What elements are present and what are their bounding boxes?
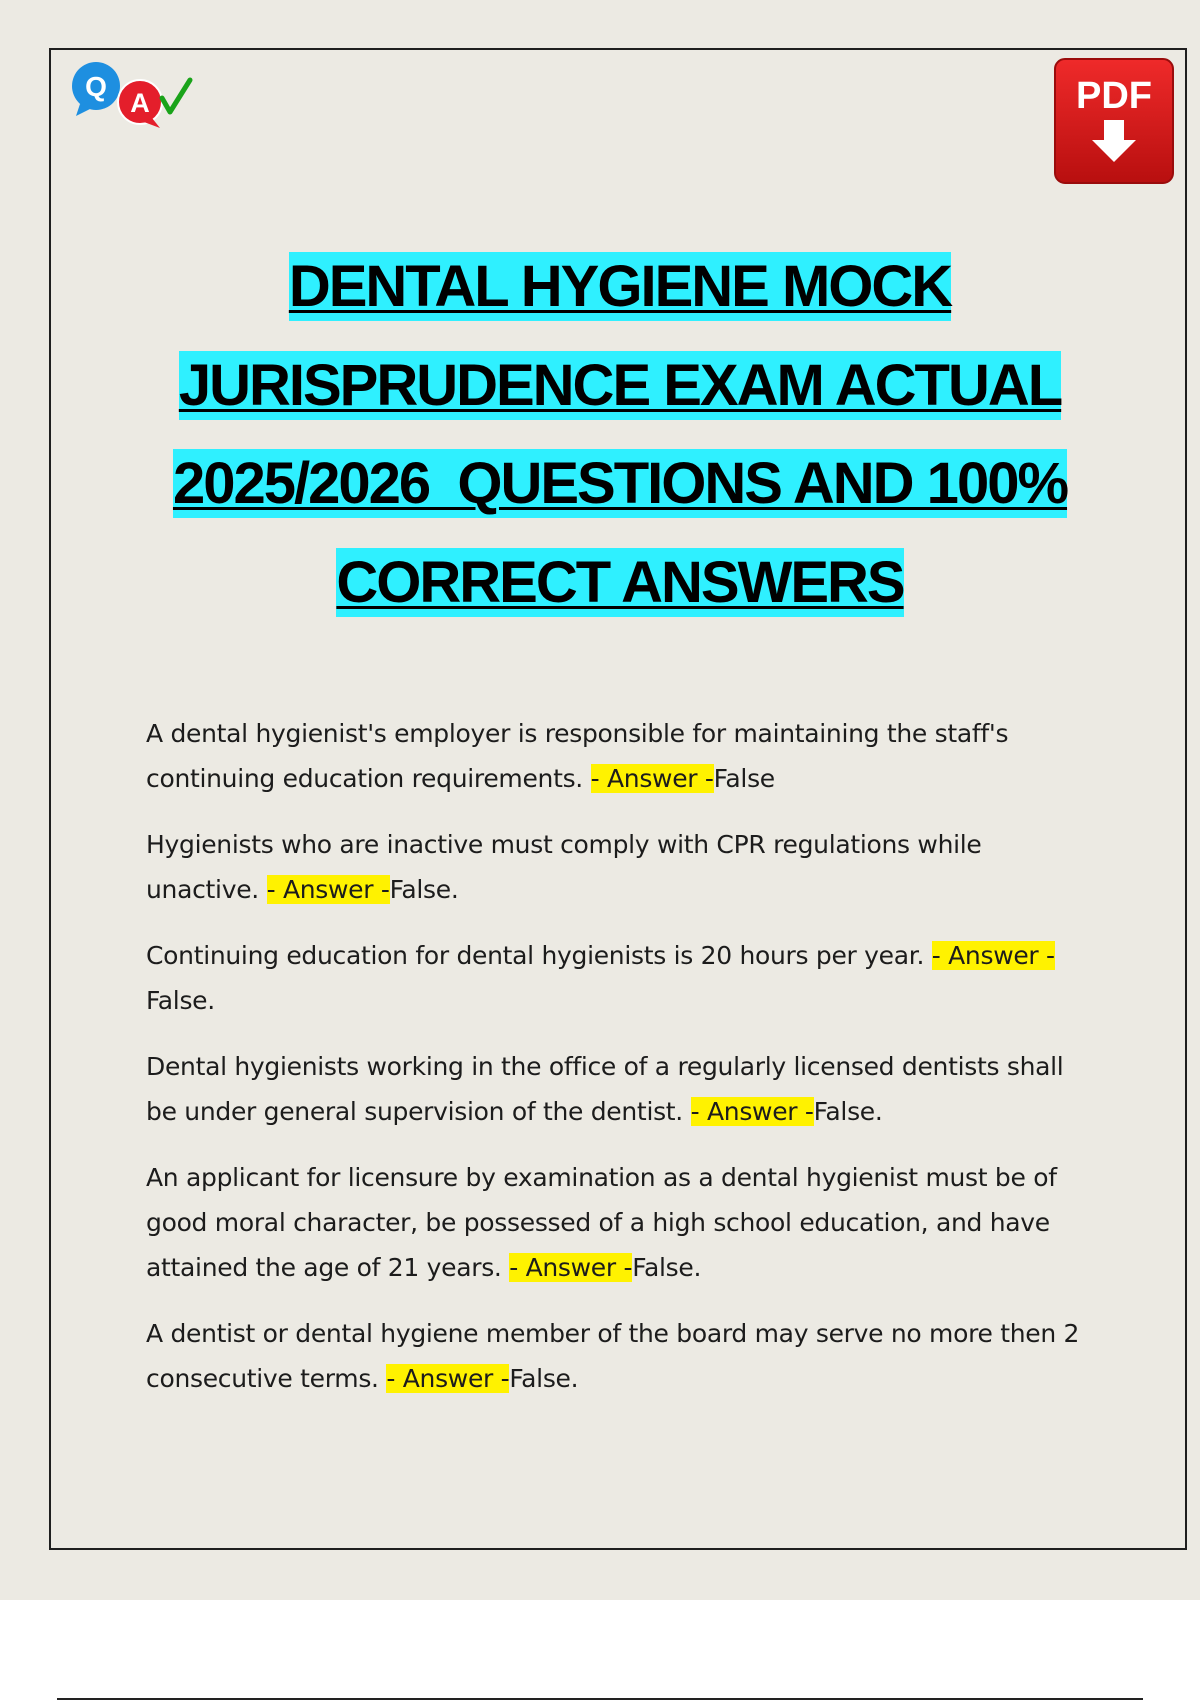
- a-bubble-icon: [118, 80, 162, 128]
- pdf-label: PDF: [1076, 75, 1152, 117]
- question-text: Continuing education for dental hygienists is 20 hours per year.: [146, 941, 932, 970]
- qa-item: [146, 1311, 1096, 1401]
- answer-marker: - Answer -: [266, 875, 390, 904]
- qa-item: [146, 933, 1096, 1023]
- qa-item: [146, 822, 1096, 912]
- answer-marker: - Answer -: [590, 764, 714, 793]
- pdf-download-icon[interactable]: [1052, 56, 1176, 186]
- qa-item: [146, 1044, 1096, 1134]
- q-bubble-icon: [72, 62, 120, 116]
- answer-marker: - Answer -: [386, 1364, 510, 1393]
- question-text: An applicant for licensure by examination as a dental hygienist must be of good moral character, be possessed of a high school education, and have attained the age of 21 years.: [146, 1163, 1057, 1282]
- title-line-2: JURISPRUDENCE EXAM ACTUAL: [178, 352, 1062, 418]
- question-text: Hygienists who are inactive must comply with CPR regulations while unactive.: [146, 830, 982, 904]
- qa-item: [146, 1155, 1096, 1290]
- checkmark-icon: [162, 80, 190, 112]
- answer-marker: - Answer -: [931, 941, 1055, 970]
- qa-list: [146, 711, 1096, 1422]
- question-text: Dental hygienists working in the office of a regularly licensed dentists shall be under general supervision of the dentist.: [146, 1052, 1064, 1126]
- answer-text: False.: [509, 1364, 579, 1393]
- qa-logo: [68, 58, 198, 130]
- answer-marker: - Answer -: [509, 1253, 633, 1282]
- title-line-3: 2025/2026 QUESTIONS AND 100%: [172, 451, 1068, 516]
- question-text: A dentist or dental hygiene member of the board may serve no more then 2 consecutive terms.: [146, 1319, 1080, 1393]
- answer-text: False.: [146, 986, 215, 1015]
- question-text: A dental hygienist's employer is responsible for maintaining the staff's continuing education requirements.: [146, 719, 1009, 793]
- answer-marker: - Answer -: [690, 1097, 814, 1126]
- q-letter: Q: [85, 71, 107, 102]
- a-letter: A: [130, 88, 150, 118]
- title-line-1: DENTAL HYGIENE MOCK: [288, 254, 952, 319]
- title-line-4: CORRECT ANSWERS: [336, 549, 904, 615]
- answer-text: False.: [813, 1097, 883, 1126]
- answer-text: False.: [632, 1253, 702, 1282]
- qa-item: [146, 711, 1096, 801]
- document-title: [60, 238, 1180, 632]
- answer-text: False: [713, 764, 775, 793]
- answer-text: False.: [389, 875, 459, 904]
